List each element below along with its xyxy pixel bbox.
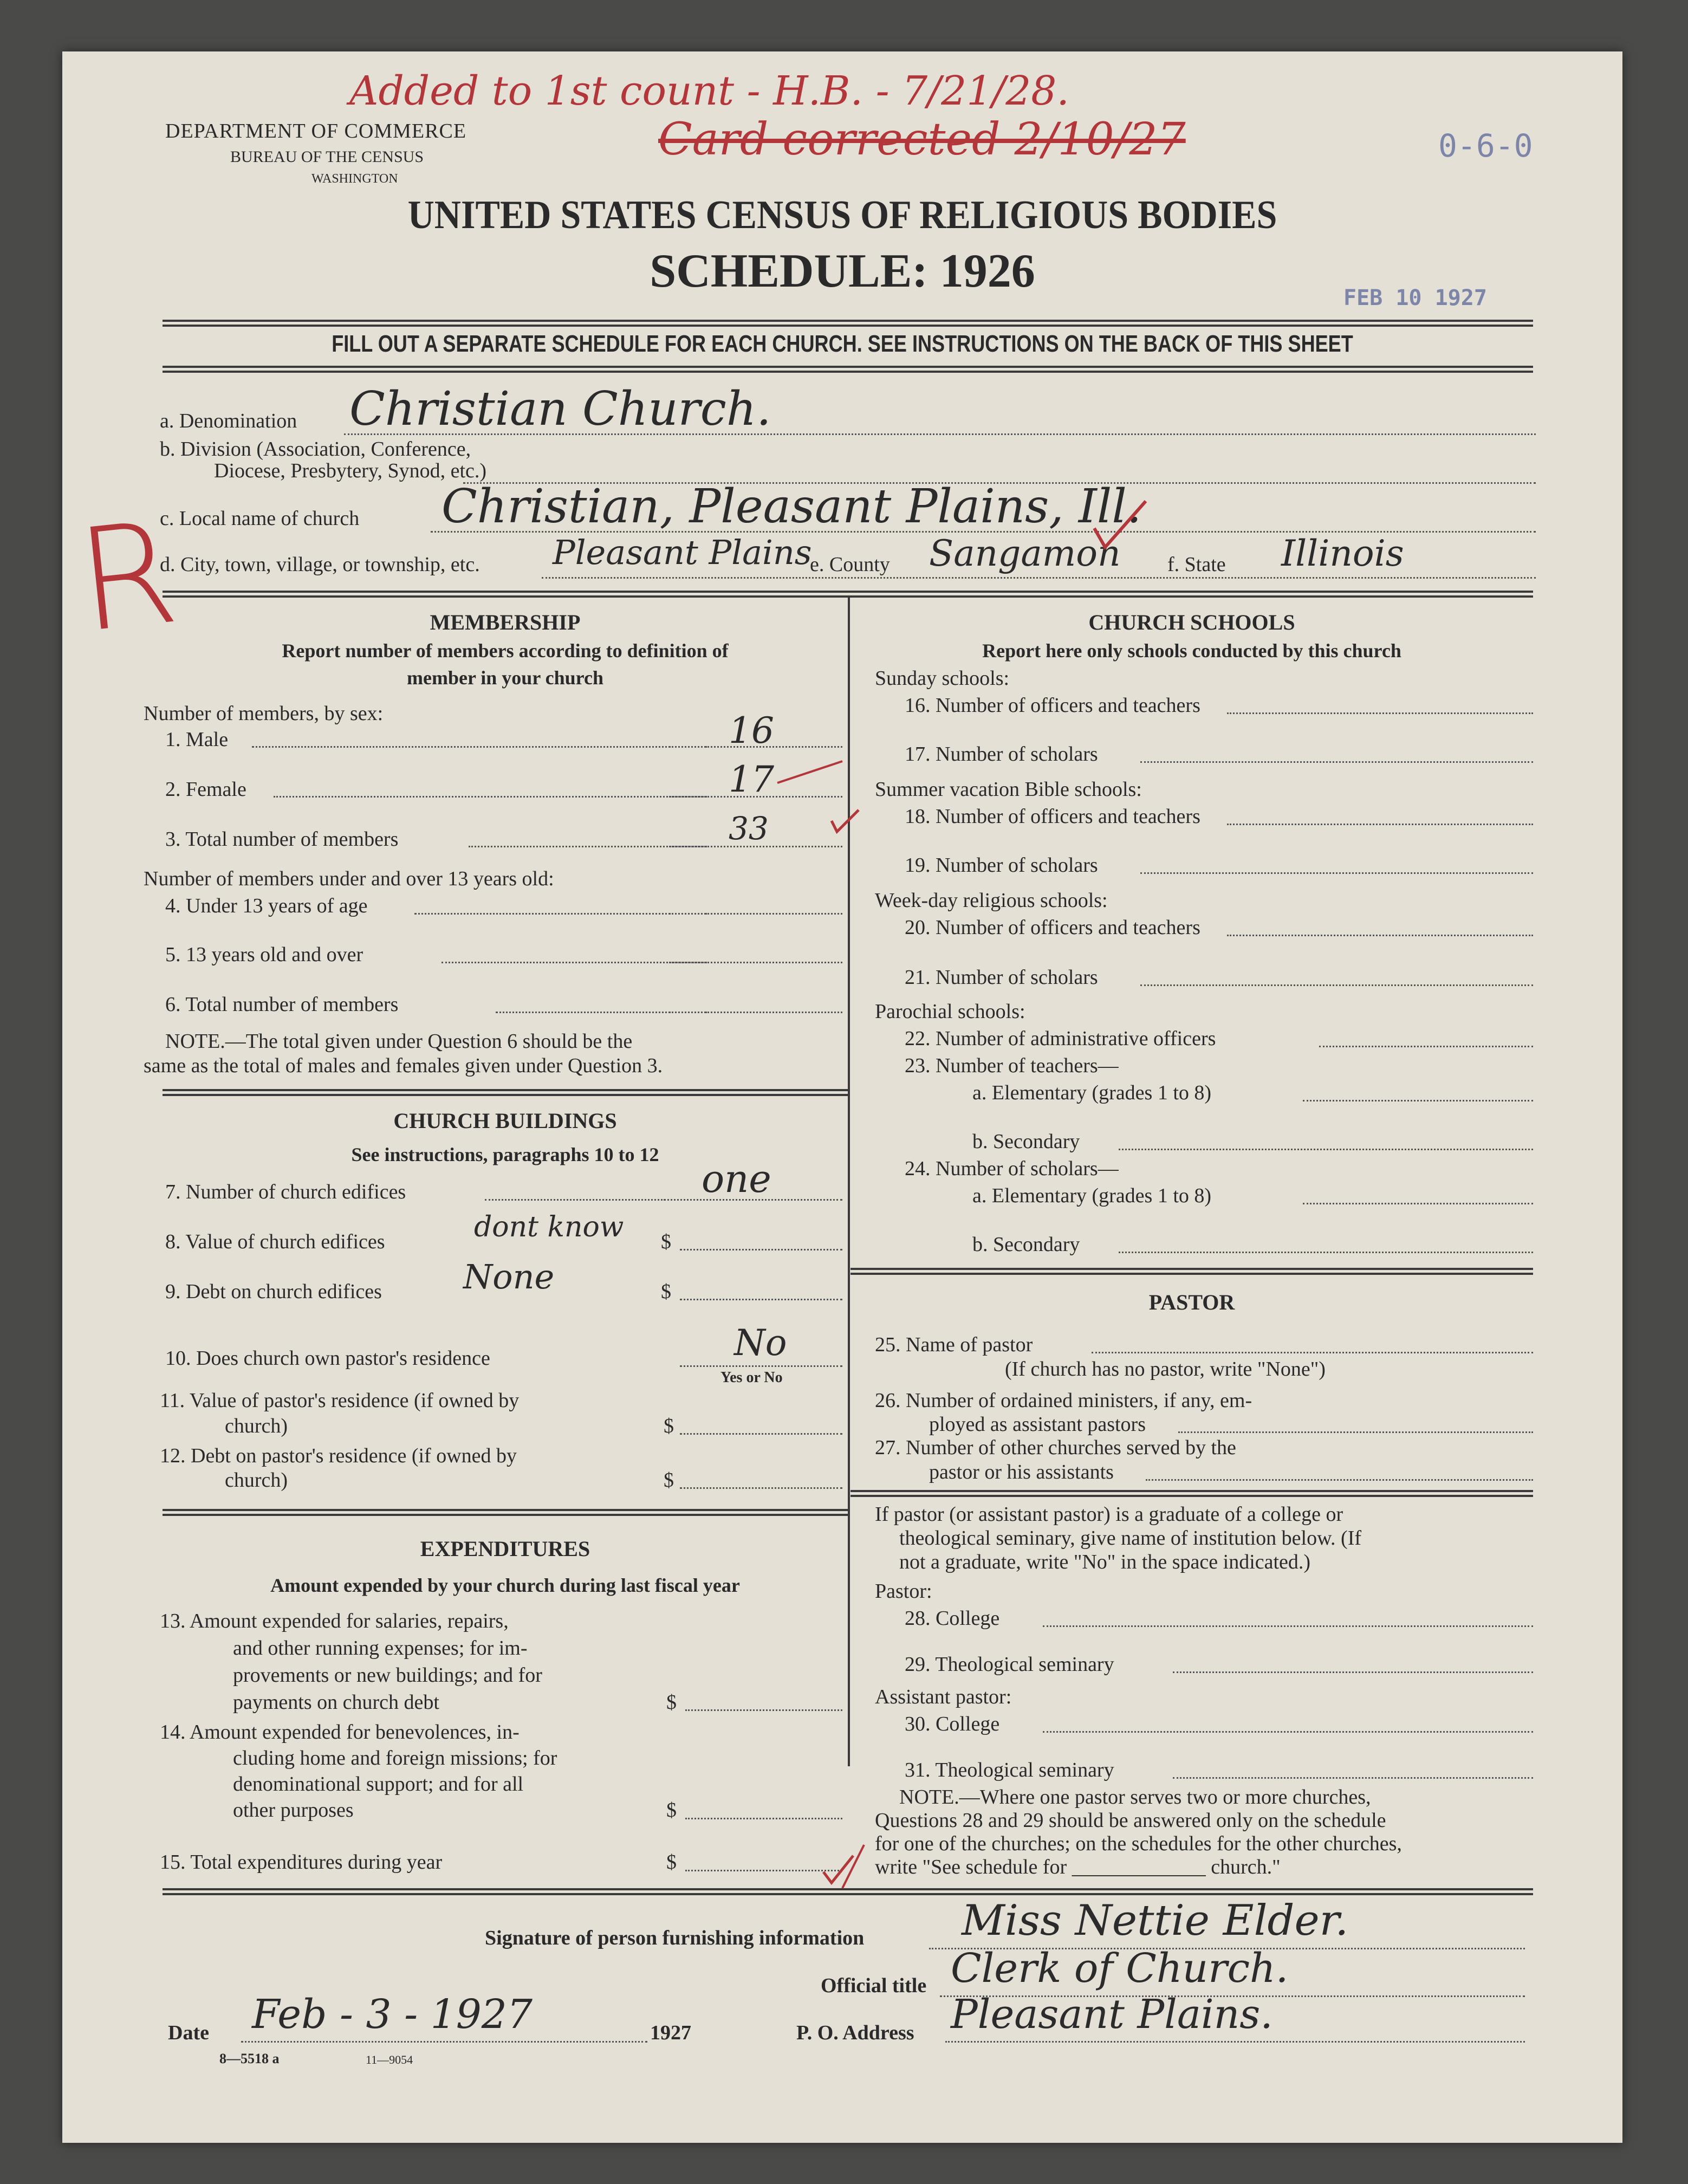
q14-line-3: denominational support; and for all [233,1773,524,1796]
q23-label: 23. Number of teachers— [905,1054,1119,1077]
q5-label: 5. 13 years old and over [165,943,363,966]
weekday-label: Week-day religious schools: [875,889,1108,912]
q29-label: 29. Theological seminary [905,1653,1114,1676]
q3-label: 3. Total number of members [165,828,399,851]
check-mark-icon [1094,501,1146,547]
date-received-stamp: FEB 10 1927 [1343,286,1487,310]
q14-line-4: other purposes [233,1799,354,1822]
q21-label: 21. Number of scholars [905,966,1098,989]
grad-note-3: not a graduate, write "No" in the space indicated.) [899,1551,1311,1573]
q1-label: 1. Male [165,728,229,751]
q13-line-2: and other running expenses; for im- [233,1637,528,1660]
grad-note-2: theological seminary, give name of institution below. (If [899,1527,1362,1550]
pastor-heading: PASTOR [1148,1290,1235,1314]
date-year: 1927 [650,2021,691,2044]
schedule-title: SCHEDULE: 1926 [650,245,1035,297]
q13-line-1: 13. Amount expended for salaries, repairs, [160,1610,509,1632]
state-label: f. State [1167,553,1226,576]
q18-label: 18. Number of officers and teachers [905,805,1200,828]
q9-dollar: $ [661,1280,671,1303]
q25-note: (If church has no pastor, write "None") [1005,1358,1326,1381]
q20-label: 20. Number of officers and teachers [905,916,1200,939]
q28-label: 28. College [905,1607,1000,1630]
q1-value[interactable]: 16 [729,710,774,751]
buildings-heading: CHURCH BUILDINGS [393,1109,617,1133]
q23b-label: b. Secondary [972,1130,1080,1153]
q12-label-2: church) [225,1469,288,1492]
denomination-value[interactable]: Christian Church. [349,382,771,436]
q6-label: 6. Total number of members [165,993,399,1016]
q11-label-2: church) [225,1415,288,1437]
q26-label: 26. Number of ordained ministers, if any, em- [875,1389,1252,1412]
q9-value[interactable]: None [463,1257,555,1297]
q10-label: 10. Does church own pastor's residence [165,1347,490,1370]
by-sex-label: Number of members, by sex: [144,702,384,725]
q14-line-1: 14. Amount expended for benevolences, in- [160,1721,520,1744]
census-schedule-sheet [62,51,1622,2143]
grad-note-1: If pastor (or assistant pastor) is a graduate of a college or [875,1503,1343,1526]
q12-dollar: $ [664,1469,674,1492]
pastor-note-2: Questions 28 and 29 should be answered only on the schedule [875,1809,1386,1832]
membership-sub-1: Report number of members according to definition of [282,640,729,662]
local-name-label: c. Local name of church [160,507,360,530]
expenditures-sub: Amount expended by your church during last fiscal year [270,1574,740,1596]
q14-dollar: $ [666,1799,677,1822]
membership-note-1: NOTE.—The total given under Question 6 should be the [165,1030,633,1053]
q11-label: 11. Value of pastor's residence (if owned by [160,1389,520,1412]
form-number: 8—5518 a [219,2051,280,2066]
code-stamp: 0-6-0 [1438,127,1533,164]
check-marks [62,51,1622,2143]
q7-label: 7. Number of church edifices [165,1181,406,1203]
q27-label: 27. Number of other churches served by the [875,1436,1236,1459]
parochial-label: Parochial schools: [875,1000,1025,1023]
pastor-note-1: NOTE.—Where one pastor serves two or more churches, [899,1786,1371,1809]
q17-label: 17. Number of scholars [905,743,1098,766]
print-number: 11—9054 [366,2053,413,2066]
q8-dollar: $ [661,1230,671,1253]
q31-label: 31. Theological seminary [905,1759,1114,1781]
local-name-value[interactable]: Christian, Pleasant Plains, Ill. [442,479,1142,534]
po-address-value[interactable]: Pleasant Plains. [951,1991,1273,2038]
washington-label: WASHINGTON [311,172,398,186]
membership-note-2: same as the total of males and females given under Question 3. [144,1054,663,1077]
pastor-note-3: for one of the churches; on the schedules for the other churches, [875,1832,1402,1855]
check-mark-icon [777,761,842,783]
check-mark-icon [832,810,859,832]
q3-value[interactable]: 33 [729,810,769,847]
county-value[interactable]: Sangamon [929,533,1121,574]
date-value[interactable]: Feb - 3 - 1927 [252,1991,533,2038]
q8-label: 8. Value of church edifices [165,1230,385,1253]
q13-dollar: $ [666,1691,677,1714]
denomination-label: a. Denomination [160,410,297,432]
instruction-banner: FILL OUT A SEPARATE SCHEDULE FOR EACH CHURCH. SEE INSTRUCTIONS ON THE BACK OF THIS SHEET [332,330,1353,357]
expenditures-heading: EXPENDITURES [420,1537,590,1561]
assistant-subhead: Assistant pastor: [875,1686,1012,1708]
q23a-label: a. Elementary (grades 1 to 8) [972,1081,1212,1104]
official-title-label: Official title [821,1974,927,1997]
added-to-count-note: Added to 1st count - H.B. - 7/21/28. [349,68,1069,114]
q15-dollar: $ [666,1851,677,1874]
department-label: DEPARTMENT OF COMMERCE [165,120,467,142]
date-label: Date [168,2021,209,2044]
check-mark-icon [823,1856,853,1883]
q22-label: 22. Number of administrative officers [905,1027,1216,1050]
pastor-subhead: Pastor: [875,1580,932,1603]
pastor-note-4: write "See schedule for _____________ church." [875,1856,1281,1878]
city-value[interactable]: Pleasant Plains [553,533,812,572]
q14-line-2: cluding home and foreign missions; for [233,1747,557,1770]
q19-label: 19. Number of scholars [905,854,1098,877]
q16-label: 16. Number of officers and teachers [905,694,1200,717]
yes-no-hint: Yes or No [720,1369,783,1386]
r-mark: R [70,491,185,664]
division-label-2: Diocese, Presbytery, Synod, etc.) [214,459,487,482]
division-label: b. Division (Association, Conference, [160,438,471,461]
q10-value[interactable]: No [734,1322,787,1364]
po-address-label: P. O. Address [796,2021,914,2044]
q4-label: 4. Under 13 years of age [165,895,368,917]
membership-sub-2: member in your church [406,667,603,689]
card-corrected-note: Card corrected 2/10/27 [658,114,1186,165]
q8-value[interactable]: dont know [474,1211,624,1243]
q9-label: 9. Debt on church edifices [165,1280,382,1303]
by-age-label: Number of members under and over 13 years old: [144,867,554,890]
state-value[interactable]: Illinois [1281,533,1404,574]
summer-label: Summer vacation Bible schools: [875,778,1142,801]
q24a-label: a. Elementary (grades 1 to 8) [972,1184,1212,1207]
q11-dollar: $ [664,1415,674,1437]
q2-label: 2. Female [165,778,246,801]
q30-label: 30. College [905,1713,1000,1735]
q2-value[interactable]: 17 [729,759,774,800]
schools-heading: CHURCH SCHOOLS [1088,610,1295,634]
bureau-label: BUREAU OF THE CENSUS [230,148,424,166]
q15-label: 15. Total expenditures during year [160,1851,443,1874]
signature-label: Signature of person furnishing information [485,1927,865,1949]
signature-value[interactable]: Miss Nettie Elder. [962,1896,1349,1945]
q27-label-2: pastor or his assistants [929,1461,1114,1483]
q12-label: 12. Debt on pastor's residence (if owned by [160,1444,517,1467]
sunday-label: Sunday schools: [875,667,1010,690]
schools-sub: Report here only schools conducted by this church [982,640,1401,662]
city-label: d. City, town, village, or township, etc. [160,553,480,576]
q26-label-2: ployed as assistant pastors [929,1413,1146,1436]
q13-line-3: provements or new buildings; and for [233,1664,542,1687]
county-label: e. County [810,553,890,576]
q24b-label: b. Secondary [972,1233,1080,1256]
membership-heading: MEMBERSHIP [430,610,581,634]
buildings-sub: See instructions, paragraphs 10 to 12 [351,1144,659,1165]
q13-line-4: payments on church debt [233,1691,439,1714]
page-title: UNITED STATES CENSUS OF RELIGIOUS BODIES [407,193,1277,237]
q7-value[interactable]: one [702,1157,771,1201]
official-title-value[interactable]: Clerk of Church. [951,1945,1289,1992]
q25-label: 25. Name of pastor [875,1333,1033,1356]
q24-label: 24. Number of scholars— [905,1157,1119,1180]
